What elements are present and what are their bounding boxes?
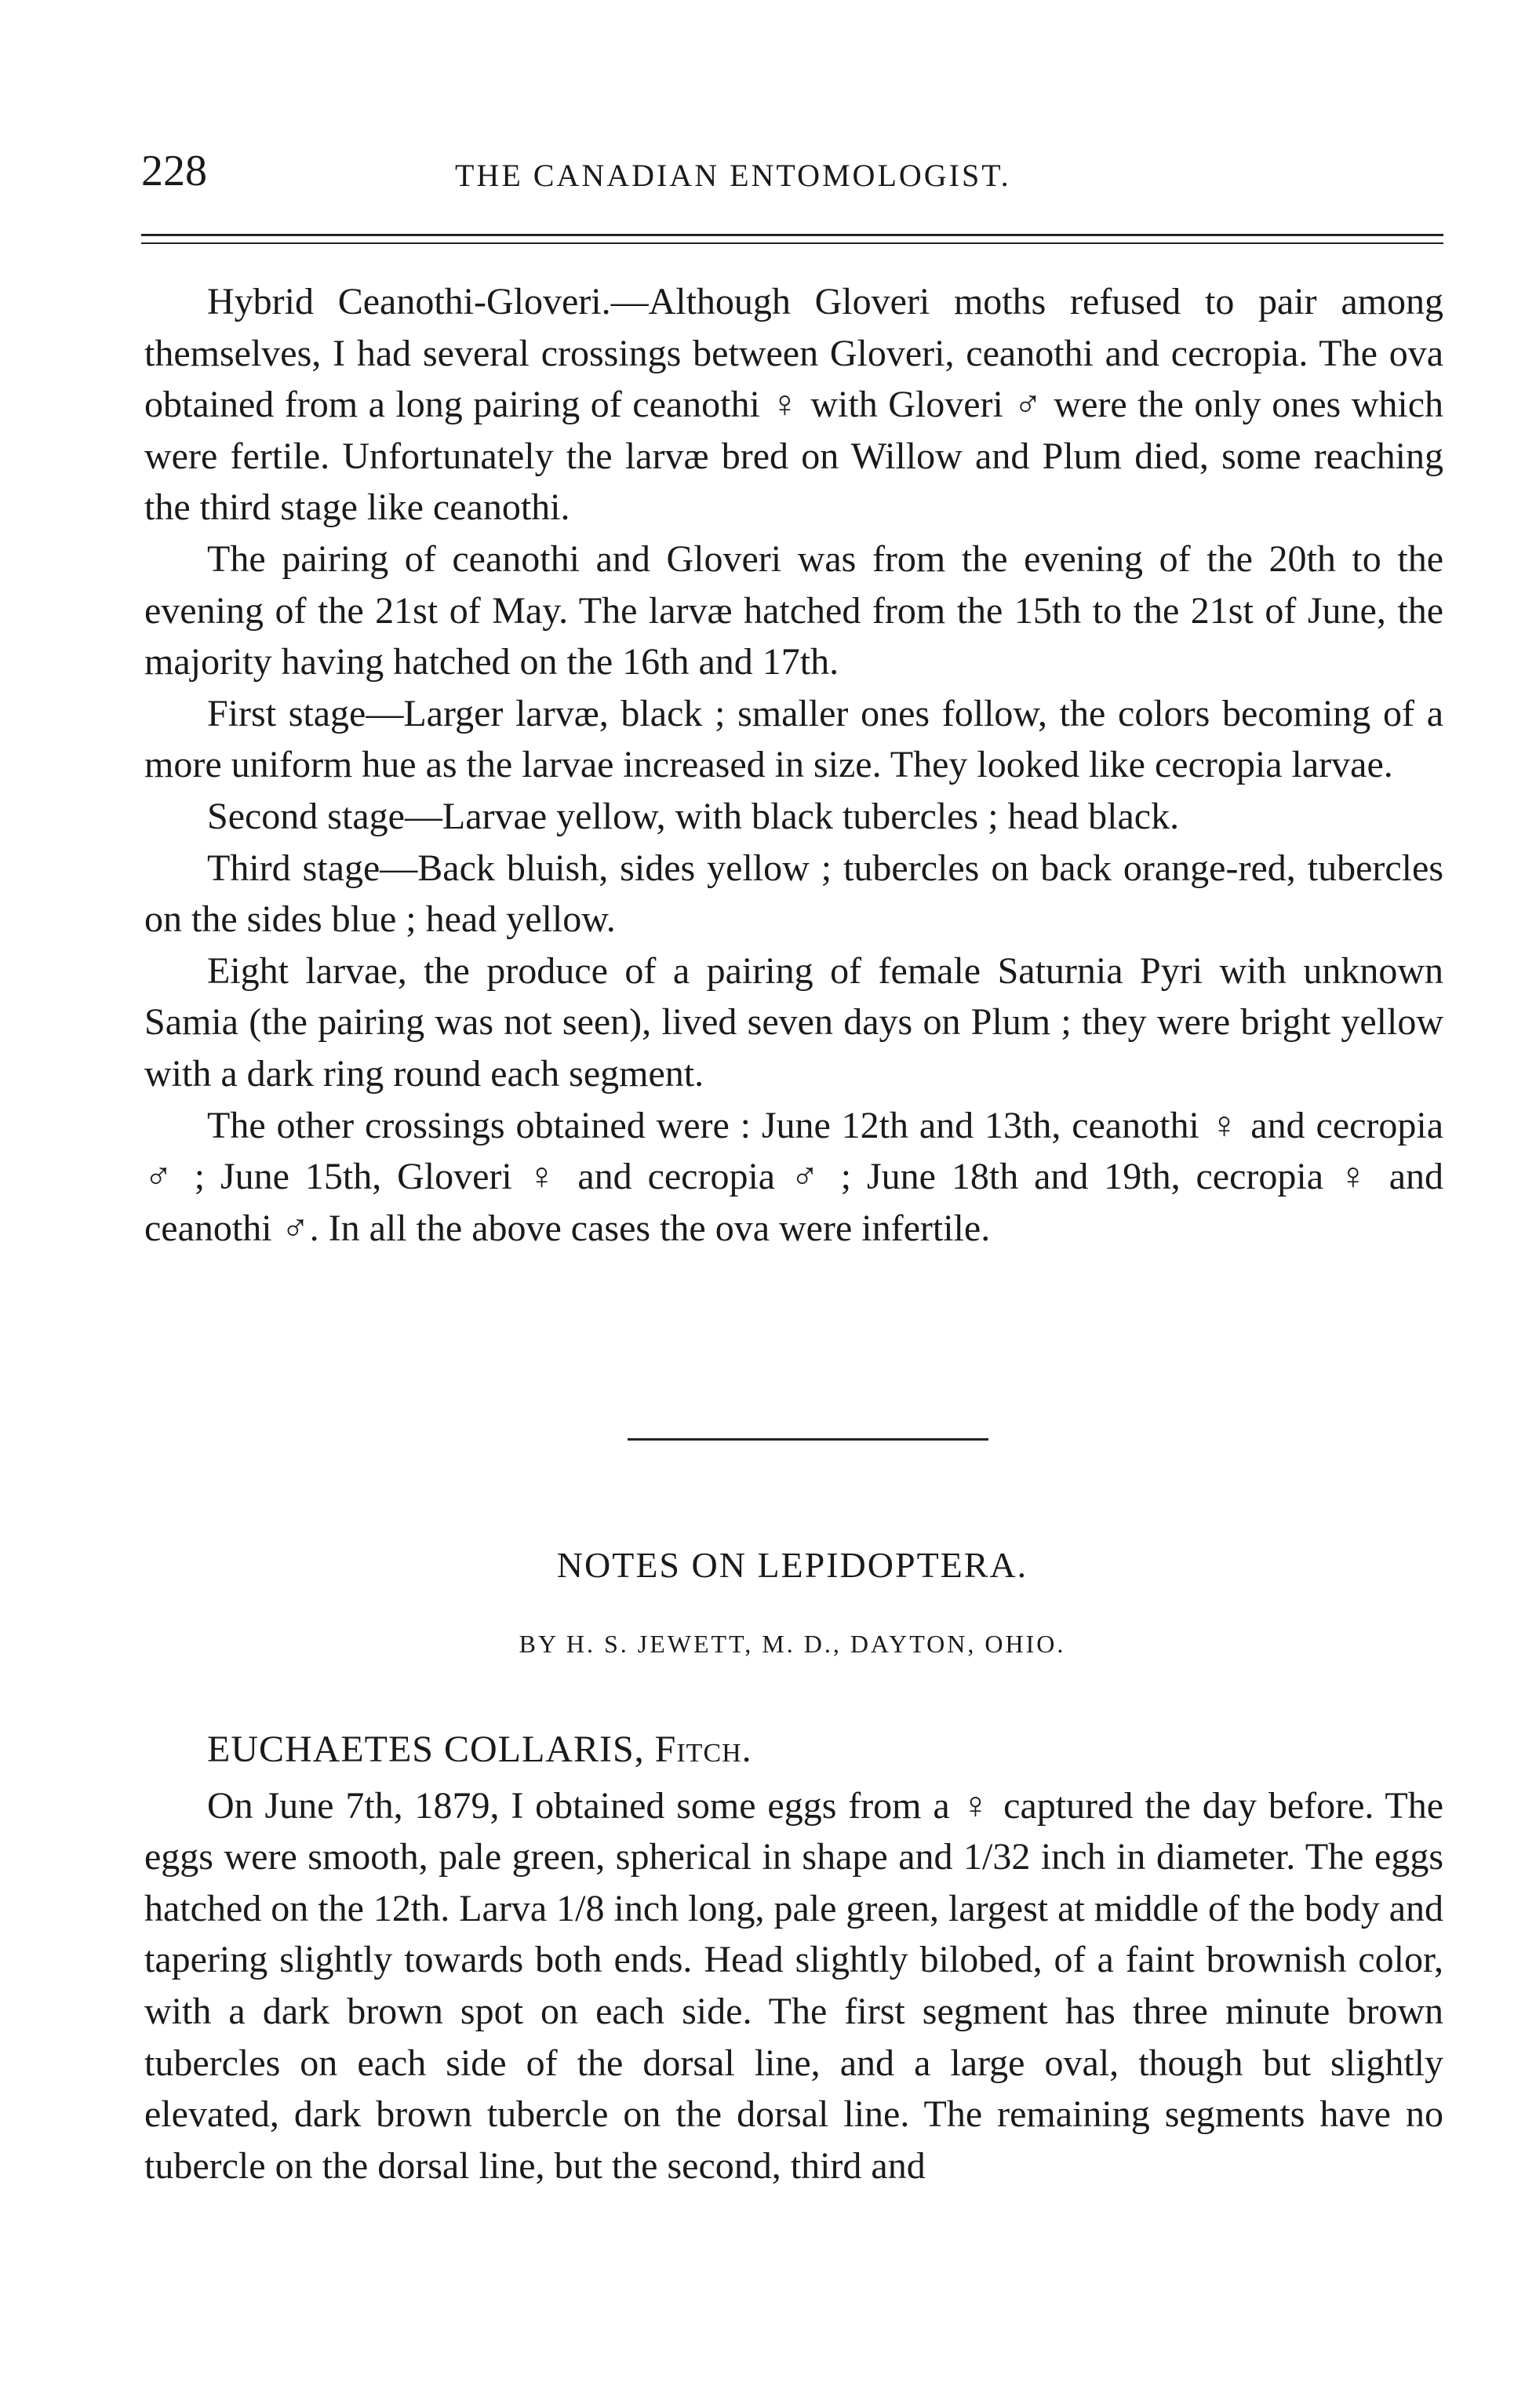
hybrid-section bbox=[144, 276, 1443, 1254]
paragraph: Second stage—Larvae yellow, with black tubercles ; head black. bbox=[207, 795, 1180, 837]
running-head: THE CANADIAN ENTOMOLOGIST. bbox=[455, 158, 1011, 193]
header-rule bbox=[141, 234, 1443, 244]
page-header bbox=[141, 140, 1443, 202]
paragraph: On June 7th, 1879, I obtained some eggs from a ♀ captured the day before. The eggs were smooth, pale green, spherical in shape and 1/32 inch in diameter. The eggs hatched on the 12th. Larva 1/8 inch long, pale green, largest at middle of the body and tapering slightly towards both ends. Head slightly bilobed, of a faint brownish color, with a dark brown spot on each side. The first segment has three minute brown tubercles on each side of the dorsal line, and a large oval, though but slightly elevated, dark brown tubercle on the dorsal line. The remaining segments have no tubercle on the dorsal line, but the second, third and bbox=[144, 1784, 1443, 2187]
article-title: NOTES ON LEPIDOPTERA. bbox=[556, 1545, 1028, 1585]
paragraph: The pairing of ceanothi and Gloveri was from the evening of the 20th to the evening of the 21st of May. The larvæ hatched from the 15th to the 21st of June, the majority having hatched on the 16th and 17th. bbox=[144, 537, 1443, 683]
page-number: 228 bbox=[141, 147, 207, 195]
species-heading: EUCHAETES COLLARIS, Fitch. bbox=[207, 1729, 752, 1770]
section-divider bbox=[628, 1438, 988, 1441]
article-byline: BY H. S. JEWETT, M. D., DAYTON, OHIO. bbox=[519, 1630, 1066, 1658]
paragraph: First stage—Larger larvæ, black ; smaller ones follow, the colors becoming of a more uniform hue as the larvae increased in size. They looked like cecropia larvae. bbox=[144, 692, 1443, 786]
paragraph: Third stage—Back bluish, sides yellow ; tubercles on back orange-red, tubercles on the sides blue ; head yellow. bbox=[144, 847, 1443, 941]
lepidoptera-section bbox=[144, 1724, 1443, 2191]
paragraph: Hybrid Ceanothi-Gloveri.—Although Gloveri moths refused to pair among themselves, I had several crossings between Gloveri, ceanothi and cecropia. The ova obtained from a long pairing of ceanothi ♀ with Gloveri ♂ were the only ones which were fertile. Unfortunately the larvæ bred on Willow and Plum died, some reaching the third stage like ceanothi. bbox=[144, 281, 1443, 529]
paragraph: The other crossings obtained were : June 12th and 13th, ceanothi ♀ and cecropia ♂ ; June 15th, Gloveri ♀ and cecropia ♂ ; June 18th and 19th, cecropia ♀ and ceanothi ♂. In all the above cases the ova were infertile. bbox=[144, 1104, 1443, 1249]
paragraph: Eight larvae, the produce of a pairing of female Saturnia Pyri with unknown Samia (the pairing was not seen), lived seven days on Plum ; they were bright yellow with a dark ring round each segment. bbox=[144, 949, 1443, 1095]
